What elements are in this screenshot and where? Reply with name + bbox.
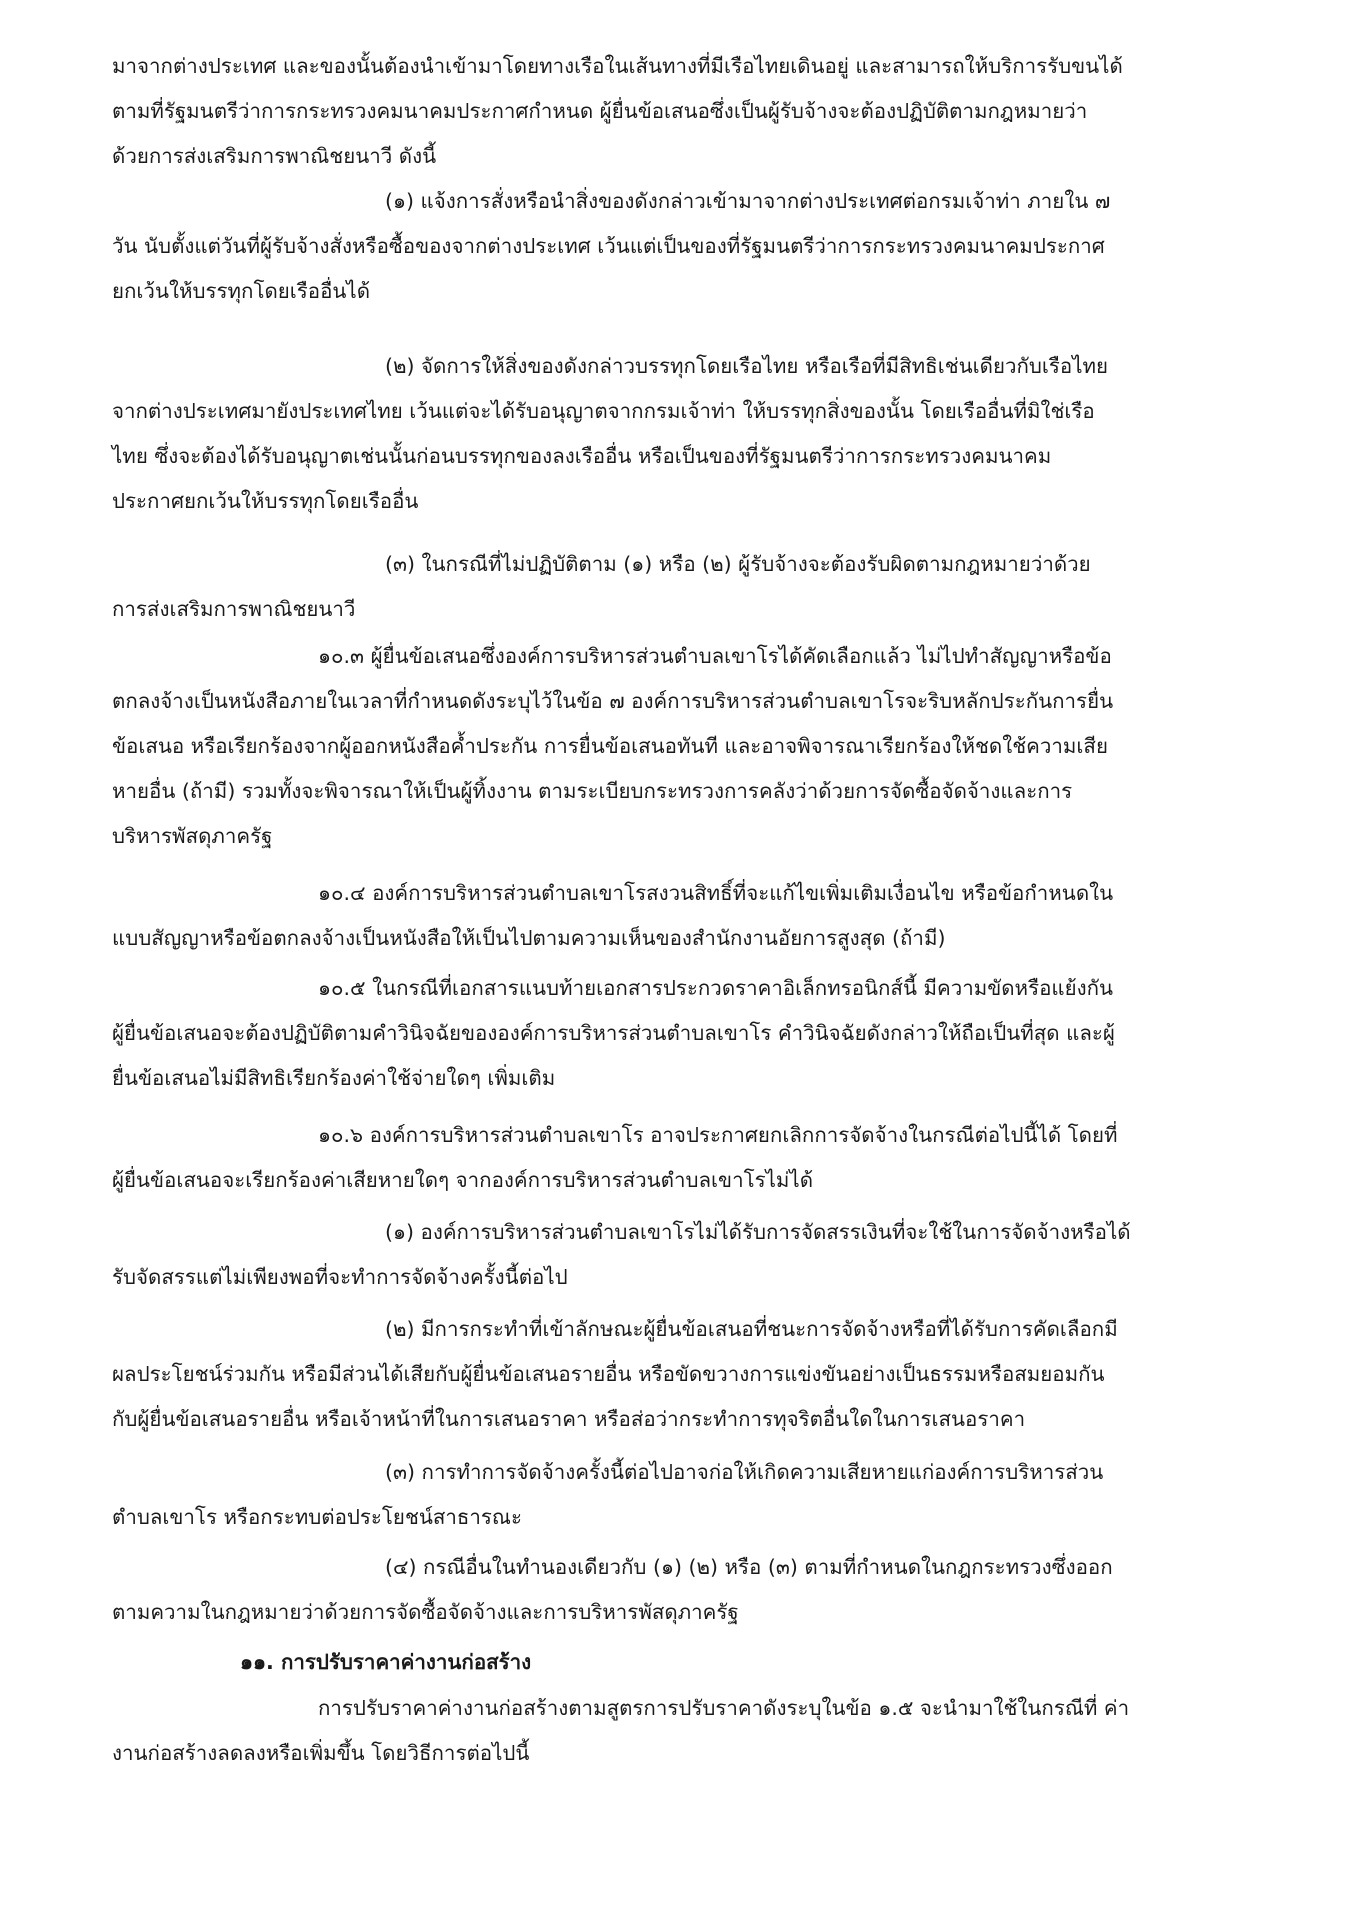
text-line: วัน นับตั้งแต่วันที่ผู้รับจ้างสั่งหรือซื้อของจากต่างประเทศ เว้นแต่เป็นของที่รัฐมนตรีว่าการกระทรวงคมนาคมประกาศ bbox=[112, 234, 1105, 258]
text-line: ไทย ซึ่งจะต้องได้รับอนุญาตเช่นนั้นก่อนบรรทุกของลงเรืออื่น หรือเป็นของที่รัฐมนตรีว่าการกระทรวงคมนาคม bbox=[112, 444, 1052, 468]
text-line: ผลประโยชน์ร่วมกัน หรือมีส่วนได้เสียกับผู้ยื่นข้อเสนอรายอื่น หรือขัดขวางการแข่งขันอย่างเป็นธรรมหรือสมยอมกัน bbox=[112, 1362, 1105, 1386]
text-line: ยื่นข้อเสนอไม่มีสิทธิเรียกร้องค่าใช้จ่ายใดๆ เพิ่มเติม bbox=[112, 1066, 556, 1090]
text-line: (๒) จัดการให้สิ่งของดังกล่าวบรรทุกโดยเรือไทย หรือเรือที่มีสิทธิเช่นเดียวกับเรือไทย bbox=[385, 354, 1109, 378]
text-line: ผู้ยื่นข้อเสนอจะเรียกร้องค่าเสียหายใดๆ จากองค์การบริหารส่วนตำบลเขาโรไม่ได้ bbox=[112, 1168, 814, 1192]
text-line: บริหารพัสดุภาครัฐ bbox=[112, 824, 273, 848]
text-line: ตำบลเขาโร หรือกระทบต่อประโยชน์สาธารณะ bbox=[112, 1505, 522, 1529]
text-line: ข้อเสนอ หรือเรียกร้องจากผู้ออกหนังสือค้ำประกัน การยื่นข้อเสนอทันที และอาจพิจารณาเรียกร้องให้ชดใช้ความเสีย bbox=[112, 734, 1108, 758]
text-line: ๑๐.๓ ผู้ยื่นข้อเสนอซึ่งองค์การบริหารส่วนตำบลเขาโรได้คัดเลือกแล้ว ไม่ไปทำสัญญาหรือข้อ bbox=[318, 644, 1112, 668]
text-line: ด้วยการส่งเสริมการพาณิชยนาวี ดังนี้ bbox=[112, 144, 437, 168]
text-line: ยกเว้นให้บรรทุกโดยเรืออื่นได้ bbox=[112, 279, 371, 303]
text-line: ๑๐.๖ องค์การบริหารส่วนตำบลเขาโร อาจประกาศยกเลิกการจัดจ้างในกรณีต่อไปนี้ได้ โดยที่ bbox=[318, 1123, 1118, 1147]
text-line: รับจัดสรรแต่ไม่เพียงพอที่จะทำการจัดจ้างครั้งนี้ต่อไป bbox=[112, 1265, 568, 1289]
text-line: ประกาศยกเว้นให้บรรทุกโดยเรืออื่น bbox=[112, 489, 419, 513]
text-line: (๔) กรณีอื่นในทำนองเดียวกับ (๑) (๒) หรือ (๓) ตามที่กำหนดในกฎกระทรวงซึ่งออก bbox=[385, 1555, 1113, 1579]
text-line: มาจากต่างประเทศ และของนั้นต้องนำเข้ามาโดยทางเรือในเส้นทางที่มีเรือไทยเดินอยู่ และสามารถให้บริการรับขนได้ bbox=[112, 54, 1123, 78]
text-line: (๑) แจ้งการสั่งหรือนำสิ่งของดังกล่าวเข้ามาจากต่างประเทศต่อกรมเจ้าท่า ภายใน ๗ bbox=[385, 189, 1111, 213]
text-line: (๓) ในกรณีที่ไม่ปฏิบัติตาม (๑) หรือ (๒) ผู้รับจ้างจะต้องรับผิดตามกฎหมายว่าด้วย bbox=[385, 552, 1091, 576]
text-line: ตามความในกฎหมายว่าด้วยการจัดซื้อจัดจ้างและการบริหารพัสดุภาครัฐ bbox=[112, 1600, 739, 1624]
text-line: ผู้ยื่นข้อเสนอจะต้องปฏิบัติตามคำวินิจฉัยขององค์การบริหารส่วนตำบลเขาโร คำวินิจฉัยดังกล่าวให้ถือเป็นที่สุด และผู้ bbox=[112, 1021, 1115, 1045]
text-line: หายอื่น (ถ้ามี) รวมทั้งจะพิจารณาให้เป็นผู้ทิ้งงาน ตามระเบียบกระทรวงการคลังว่าด้วยการจัดซื้อจัดจ้างและการ bbox=[112, 779, 1073, 803]
section-heading: ๑๑. การปรับราคาค่างานก่อสร้าง bbox=[240, 1650, 532, 1674]
text-line: (๓) การทำการจัดจ้างครั้งนี้ต่อไปอาจก่อให้เกิดความเสียหายแก่องค์การบริหารส่วน bbox=[385, 1460, 1104, 1484]
text-line: (๑) องค์การบริหารส่วนตำบลเขาโรไม่ได้รับการจัดสรรเงินที่จะใช้ในการจัดจ้างหรือได้ bbox=[385, 1220, 1131, 1244]
text-line: ๑๐.๔ องค์การบริหารส่วนตำบลเขาโรสงวนสิทธิ์ที่จะแก้ไขเพิ่มเติมเงื่อนไข หรือข้อกำหนดใน bbox=[318, 881, 1114, 905]
text-line: (๒) มีการกระทำที่เข้าลักษณะผู้ยื่นข้อเสนอที่ชนะการจัดจ้างหรือที่ได้รับการคัดเลือกมี bbox=[385, 1317, 1118, 1341]
text-line: ตกลงจ้างเป็นหนังสือภายในเวลาที่กำหนดดังระบุไว้ในข้อ ๗ องค์การบริหารส่วนตำบลเขาโรจะริบหลักประกันการยื่น bbox=[112, 689, 1114, 713]
text-line: ๑๐.๕ ในกรณีที่เอกสารแนบท้ายเอกสารประกวดราคาอิเล็กทรอนิกส์นี้ มีความขัดหรือแย้งกัน bbox=[318, 976, 1114, 1000]
text-line: การปรับราคาค่างานก่อสร้างตามสูตรการปรับราคาดังระบุในข้อ ๑.๕ จะนำมาใช้ในกรณีที่ ค่า bbox=[318, 1696, 1130, 1720]
text-line: การส่งเสริมการพาณิชยนาวี bbox=[112, 597, 356, 621]
text-line: จากต่างประเทศมายังประเทศไทย เว้นแต่จะได้รับอนุญาตจากกรมเจ้าท่า ให้บรรทุกสิ่งของนั้น โดยเรืออื่นที่มิใช่เรือ bbox=[112, 399, 1095, 423]
text-line: แบบสัญญาหรือข้อตกลงจ้างเป็นหนังสือให้เป็นไปตามความเห็นของสำนักงานอัยการสูงสุด (ถ้ามี) bbox=[112, 926, 946, 950]
text-line: งานก่อสร้างลดลงหรือเพิ่มขึ้น โดยวิธีการต่อไปนี้ bbox=[112, 1741, 530, 1765]
text-line: กับผู้ยื่นข้อเสนอรายอื่น หรือเจ้าหน้าที่ในการเสนอราคา หรือส่อว่ากระทำการทุจริตอื่นใดในการเสนอราคา bbox=[112, 1407, 1026, 1431]
text-line: ตามที่รัฐมนตรีว่าการกระทรวงคมนาคมประกาศกำหนด ผู้ยื่นข้อเสนอซึ่งเป็นผู้รับจ้างจะต้องปฏิบัติตามกฎหมายว่า bbox=[112, 99, 1088, 123]
